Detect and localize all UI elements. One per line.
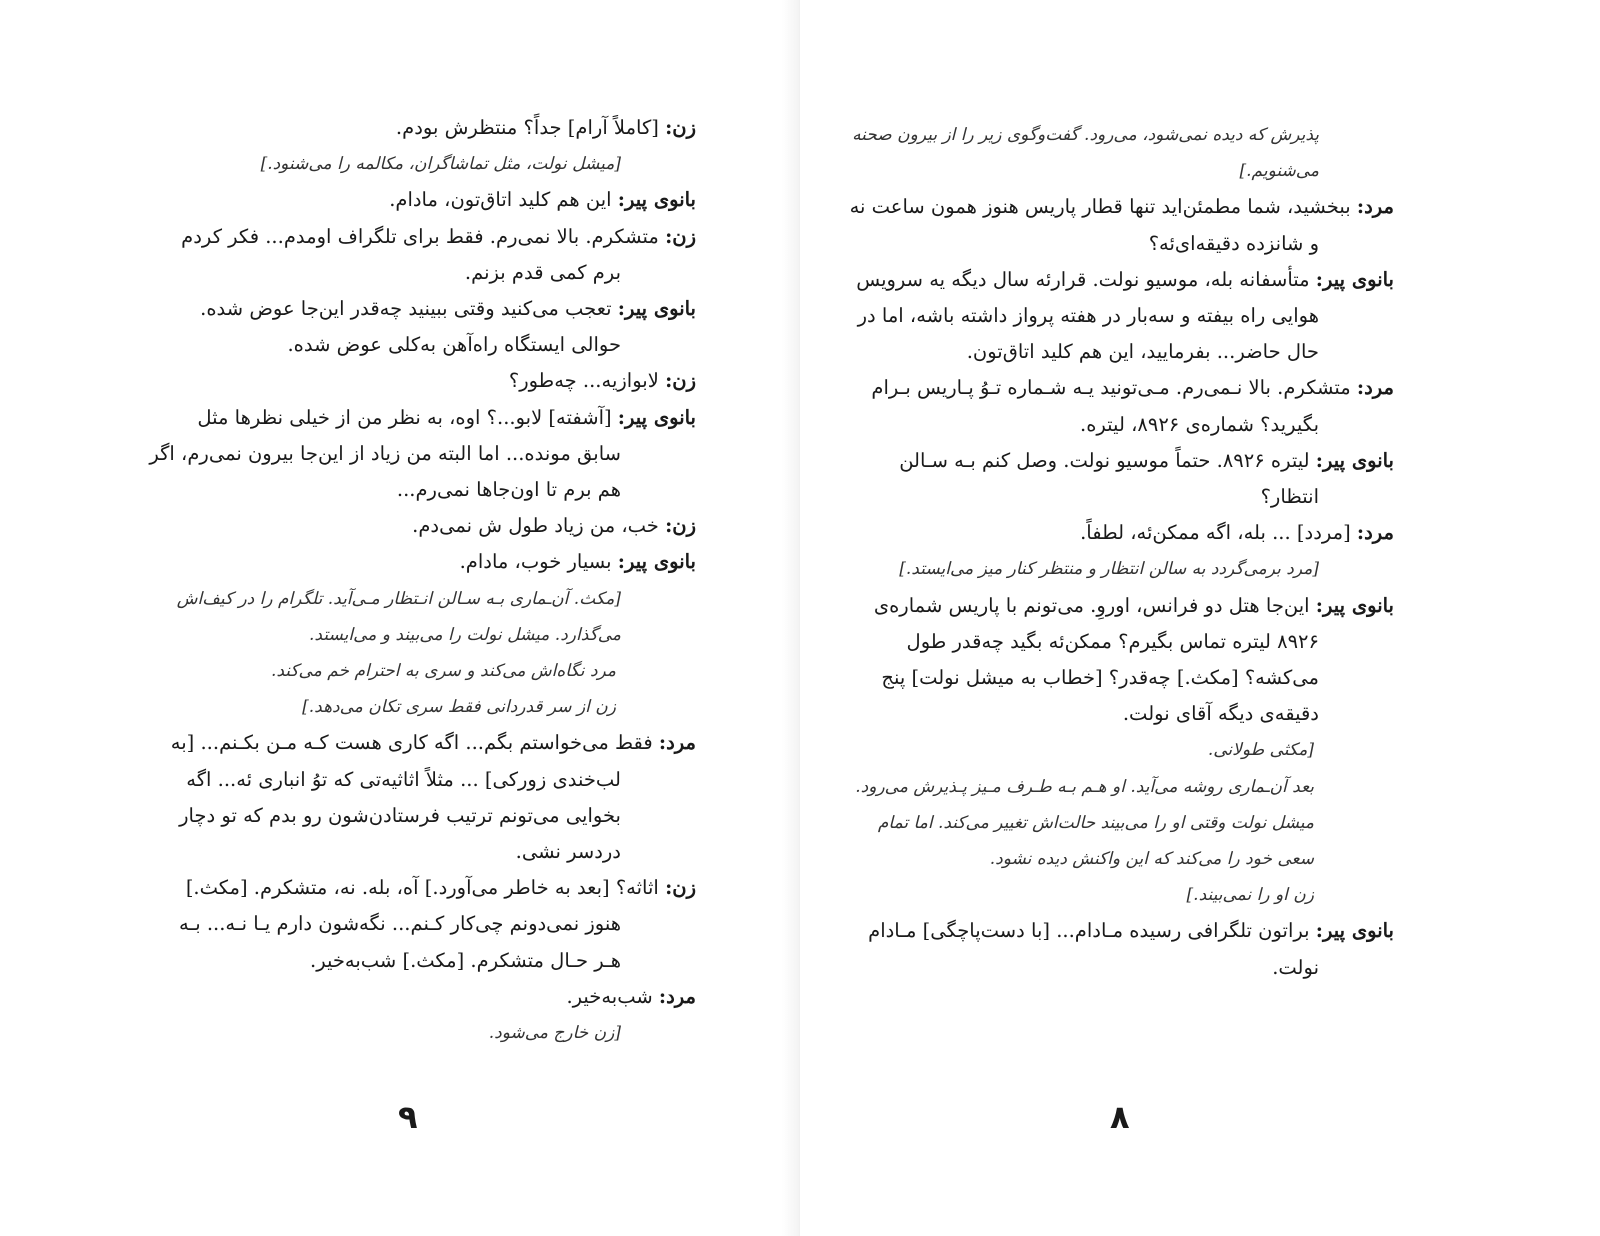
speaker-name: بانوی پیر: bbox=[1315, 448, 1394, 472]
page-number: ۹ bbox=[398, 1098, 418, 1136]
dialogue-line bbox=[148, 291, 696, 363]
dialogue-text: این‌جا هتل دو فرانس، اوروِ. می‌تونم با پاریس شماره‌ی ۸۹۲۶ لیتره تماس بگیرم؟ ممکن‌ئه بگید چه‌قدر طول می‌کشه؟ [مکث.] چه‌قدر؟ [خطاب به میشل نولت] پنج دقیقه‌ی دیگه آقای نولت. bbox=[873, 593, 1319, 726]
speaker-name: زن: bbox=[665, 369, 696, 393]
speaker-name: مرد: bbox=[658, 731, 696, 755]
dialogue-text: [مردد] ... بله، اگه ممکن‌ئه، لطفاً. bbox=[1080, 521, 1351, 545]
stage-direction: [زن خارج می‌شود. bbox=[488, 1023, 621, 1044]
dialogue-line bbox=[148, 182, 696, 218]
stage-direction: بعد آن‌ـماری روشه می‌آید. او هـم بـه طـرف مـیز پـذیرش می‌رود. bbox=[855, 776, 1314, 797]
dialogue-line bbox=[842, 189, 1394, 261]
dialogue-text: خب، من زیاد طول ش نمی‌دم. bbox=[412, 514, 659, 538]
dialogue-line bbox=[842, 913, 1394, 985]
speaker-name: بانوی پیر: bbox=[1315, 593, 1394, 617]
speaker-name: بانوی پیر: bbox=[1315, 919, 1394, 943]
right-page bbox=[800, 0, 1600, 1236]
dialogue-text: متشکرم. بالا نـمی‌رم. مـی‌تونید یـه شـماره تـوُ پـاریس بـرام بگیرید؟ شماره‌ی ۸۹۲۶، لیتره. bbox=[871, 376, 1351, 436]
stage-direction: [مرد برمی‌گردد به سالن انتظار و منتظر کنار میز می‌ایستد.] bbox=[899, 559, 1319, 580]
dialogue-line bbox=[148, 870, 696, 979]
speaker-name: مرد: bbox=[1356, 376, 1394, 400]
speaker-name: مرد: bbox=[1356, 521, 1394, 545]
speaker-name: بانوی پیر: bbox=[1315, 267, 1394, 291]
dialogue-text: اثاثه؟ [بعد به خاطر می‌آورد.] آه، بله. نه، متشکرم. [مکث.] هنوز نمی‌دونم چی‌کار کـنم... نگه‌شون دارم یـا نـه... بـه هـر حـال متشکرم. [مکث.] شب‌به‌خیر. bbox=[179, 876, 659, 972]
dialogue-line bbox=[148, 508, 696, 544]
dialogue-line bbox=[148, 110, 696, 146]
stage-direction: زن او را نمی‌بیند.] bbox=[1186, 885, 1314, 906]
dialogue-text: این هم کلید اتاق‌تون، مادام. bbox=[389, 188, 612, 212]
speaker-name: زن: bbox=[665, 514, 696, 538]
stage-direction: [مکثی طولانی. bbox=[1207, 740, 1314, 761]
speaker-name: بانوی پیر: bbox=[617, 188, 696, 212]
stage-direction: [میشل نولت، مثل تماشاگران، مکالمه را می‌شنود.] bbox=[260, 154, 621, 175]
stage-direction: پذیرش که دیده نمی‌شود، می‌رود. گفت‌وگوی زیر را از بیرون صحنه می‌شنویم.] bbox=[852, 125, 1319, 182]
speaker-name: بانوی پیر: bbox=[617, 405, 696, 429]
dialogue-line bbox=[842, 262, 1394, 371]
dialogue-text: متأسفانه بله، موسیو نولت. قرارئه سال دیگه یه سرویس هوایی راه بیفته و سه‌بار در هفته پرواز داشته باشه، اما در حال حاضر... بفرمایید، این هم کلید اتاق‌تون. bbox=[856, 267, 1319, 364]
dialogue-line bbox=[148, 725, 696, 870]
right-page-text bbox=[842, 117, 1394, 986]
dialogue-text: تعجب می‌کنید وقتی ببینید چه‌قدر این‌جا عوض شده. حوالی ایستگاه راه‌آهن به‌کلی عوض شده. bbox=[200, 297, 621, 357]
dialogue-text: [آشفته] لابو...؟ اوه، به نظر من از خیلی نظرها مثل سابق مونده... اما البته من زیاد از این‌جا بیرون نمی‌رم، اگر هم برم تا اون‌جاها نمی‌رم... bbox=[149, 405, 621, 502]
dialogue-text: ببخشید، شما مطمئن‌اید تنها قطار پاریس هنوز همون ساعت نه و شانزده دقیقه‌ای‌ئه؟ bbox=[849, 195, 1351, 255]
speaker-name: زن: bbox=[665, 876, 696, 900]
dialogue-line bbox=[148, 400, 696, 509]
stage-direction: مرد نگاه‌اش می‌کند و سری به احترام خم می‌کند. bbox=[270, 661, 616, 682]
speaker-name: مرد: bbox=[1356, 195, 1394, 219]
dialogue-text: شب‌به‌خیر. bbox=[566, 984, 653, 1008]
speaker-name: بانوی پیر: bbox=[617, 297, 696, 321]
dialogue-line bbox=[842, 370, 1394, 442]
dialogue-text: [کاملاً آرام] جداً؟ منتظرش بودم. bbox=[395, 116, 659, 139]
dialogue-line bbox=[842, 515, 1394, 551]
speaker-name: زن: bbox=[665, 116, 696, 139]
dialogue-line bbox=[842, 588, 1394, 733]
stage-direction: [مکث. آن‌ـماری بـه سـالن انـتظار مـی‌آید. تلگرام را در کیف‌اش می‌گذارد. میشل نولت را می‌بیند و می‌ایستد. bbox=[176, 588, 621, 645]
page-number: ۸ bbox=[1110, 1098, 1130, 1136]
stage-direction: میشل نولت وقتی او را می‌بیند حالت‌اش تغییر می‌کند. اما تمام سعی خود را می‌کند که این واکنش دیده نشود. bbox=[877, 812, 1314, 870]
speaker-name: بانوی پیر: bbox=[617, 550, 696, 574]
dialogue-text: فقط می‌خواستم بگم... اگه کاری هست کـه مـن بکـنم... [به لب‌خندی زورکی] ... مثلاً اثاثیه‌تی که توُ انباری ئه... اگه بخوایی می‌تونم ترتیب فرستادن‌شون رو بدم که تو دچار دردسر نشی. bbox=[170, 731, 653, 864]
dialogue-text: براتون تلگرافی رسیده مـادام... [با دست‌پاچگی] مـادام نولت. bbox=[868, 919, 1319, 979]
dialogue-line bbox=[148, 363, 696, 399]
dialogue-line bbox=[842, 443, 1394, 515]
speaker-name: مرد: bbox=[658, 984, 696, 1008]
dialogue-text: لیتره ۸۹۲۶. حتماً موسیو نولت. وصل کنم بـه سـالن انتظار؟ bbox=[899, 448, 1319, 509]
dialogue-text: بسیار خوب، مادام. bbox=[459, 550, 612, 574]
dialogue-line bbox=[148, 544, 696, 580]
dialogue-line bbox=[148, 979, 696, 1015]
dialogue-text: لابوازیه... چه‌طور؟ bbox=[508, 369, 659, 393]
left-page-text bbox=[148, 110, 696, 1051]
dialogue-line bbox=[148, 219, 696, 291]
stage-direction: زن از سر قدردانی فقط سری تکان می‌دهد.] bbox=[302, 697, 616, 718]
dialogue-text: متشکرم. بالا نمی‌رم. فقط برای تلگراف اومدم... فکر کردم برم کمی قدم بزنم. bbox=[181, 224, 659, 284]
speaker-name: زن: bbox=[665, 224, 696, 248]
